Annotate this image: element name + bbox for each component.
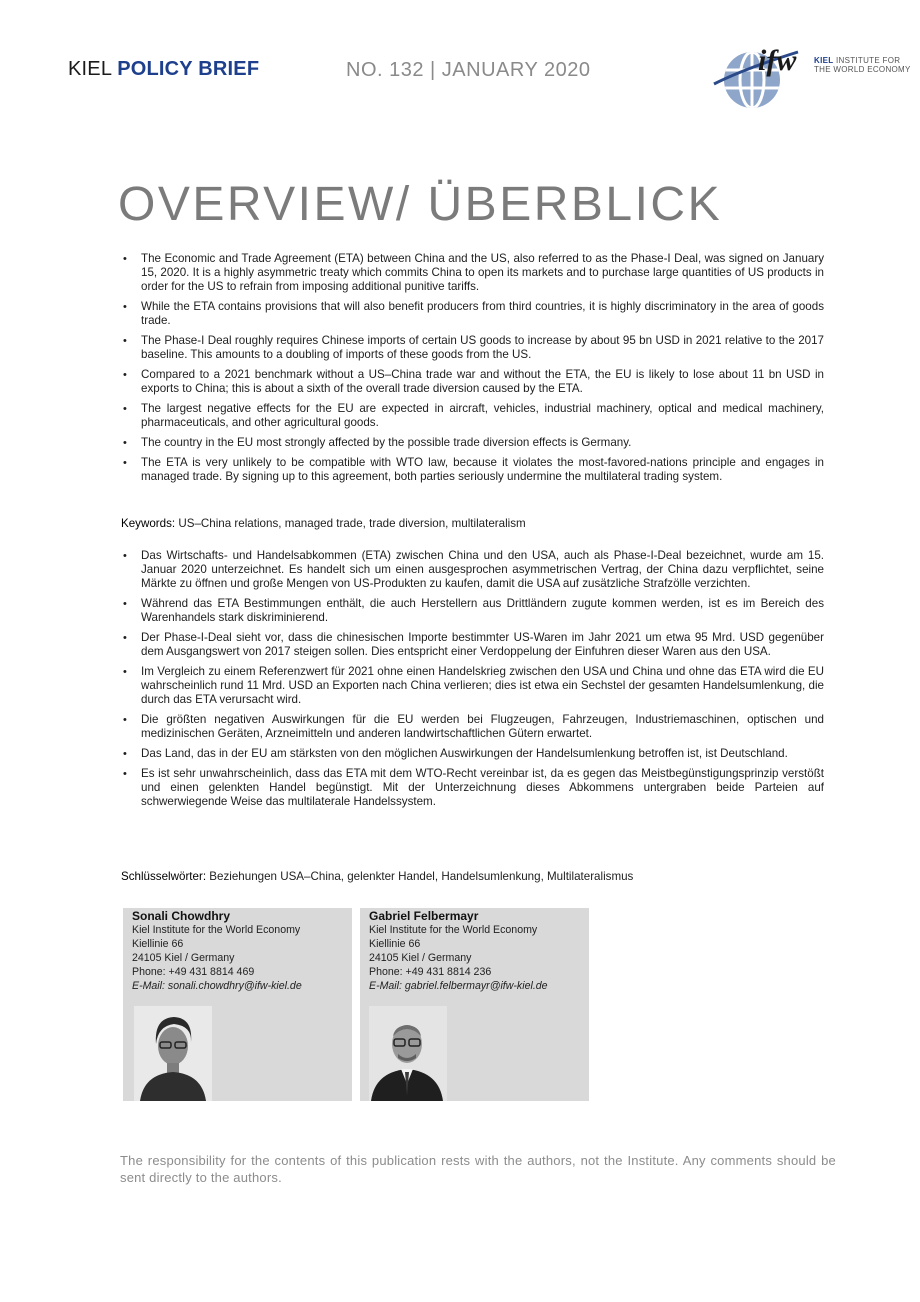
bullet-icon: • bbox=[123, 301, 127, 313]
author-name: Sonali Chowdhry bbox=[132, 909, 231, 923]
list-item bbox=[120, 549, 824, 591]
author-phone: Phone: +49 431 8814 469 bbox=[132, 966, 255, 978]
keywords-text: US–China relations, managed trade, trade diversion, multilateralism bbox=[178, 517, 526, 530]
bullet-text: Compared to a 2021 benchmark without a US–China trade war and without the ETA, the EU is likely to lose about 11 bn USD in exports to China; this is about a sixth of the overall trade diversion caused by the ETA. bbox=[141, 368, 824, 395]
bullet-text: The Economic and Trade Agreement (ETA) between China and the US, also referred to as the Phase-I Deal, was signed on January 15, 2020. It is a highly asymmetric treaty which commits China to open its markets and to purchase large quantities of US products in order for the US to refrain from imposing additional punitive tariffs. bbox=[141, 252, 824, 293]
author-street: Kiellinie 66 bbox=[132, 938, 184, 950]
bullet-icon: • bbox=[123, 457, 127, 469]
list-item bbox=[120, 747, 824, 761]
series-brand bbox=[68, 58, 259, 81]
list-item bbox=[120, 334, 824, 362]
bullet-icon: • bbox=[123, 437, 127, 449]
author-email[interactable]: E-Mail: gabriel.felbermayr@ifw-kiel.de bbox=[369, 980, 548, 992]
page-title: OVERVIEW/ ÜBERBLICK bbox=[118, 178, 723, 231]
issue-number: NO. 132 | JANUARY 2020 bbox=[346, 59, 591, 81]
keywords-label: Keywords: bbox=[121, 517, 176, 530]
bullet-icon: • bbox=[123, 253, 127, 265]
bullet-text: While the ETA contains provisions that will also benefit producers from third countries, it is highly discriminatory in the area of goods trade. bbox=[141, 300, 824, 327]
ifw-logo bbox=[706, 40, 911, 112]
list-item bbox=[120, 767, 824, 809]
bullet-icon: • bbox=[123, 369, 127, 381]
logo-mark: ifw bbox=[758, 44, 797, 77]
bullet-icon: • bbox=[123, 666, 127, 678]
bullet-icon: • bbox=[123, 598, 127, 610]
list-item bbox=[120, 402, 824, 430]
list-item bbox=[120, 631, 824, 659]
bullet-text: Der Phase-I-Deal sieht vor, dass die chinesischen Importe bestimmter US-Waren im Jahr 2021 um etwa 95 Mrd. USD gegenüber dem Ausgangswert von 2017 steigen sollen. Dies entspricht einer Verdoppelung der Einfuhren dieser Waren aus den USA. bbox=[141, 631, 824, 658]
list-item bbox=[120, 597, 824, 625]
brand-prefix: KIEL bbox=[68, 58, 112, 80]
author-name: Gabriel Felbermayr bbox=[369, 909, 479, 923]
list-item bbox=[120, 252, 824, 294]
bullet-text: Es ist sehr unwahrscheinlich, dass das ETA mit dem WTO-Recht vereinbar ist, da es gegen das Meistbegünstigungsprinzip verstößt und einen gelenkten Handel begünstigt. Mit der Unterzeichnung dieses Abkommens untergraben beide Parteien auf schwerwiegende Weise das multilaterale Handelssystem. bbox=[141, 767, 824, 808]
keywords-text: Beziehungen USA–China, gelenkter Handel, Handelsumlenkung, Multilateralismus bbox=[209, 870, 634, 883]
author-street: Kiellinie 66 bbox=[369, 938, 421, 950]
globe-icon bbox=[706, 40, 816, 112]
portrait-man-icon bbox=[369, 1006, 447, 1101]
author-phone: Phone: +49 431 8814 236 bbox=[369, 966, 492, 978]
bullet-icon: • bbox=[123, 768, 127, 780]
bullet-icon: • bbox=[123, 714, 127, 726]
logo-kiel: KIEL bbox=[814, 56, 834, 65]
responsibility-note: The responsibility for the contents of this publication rests with the authors, not the Institute. Any comments should be sent directly to the authors. bbox=[120, 1153, 836, 1185]
portrait-woman-icon bbox=[134, 1006, 212, 1101]
list-item bbox=[120, 436, 824, 450]
english-keywords bbox=[121, 517, 526, 530]
keywords-label: Schlüsselwörter: bbox=[121, 870, 207, 883]
bullet-icon: • bbox=[123, 748, 127, 760]
author-card bbox=[123, 908, 352, 1101]
bullet-text: Während das ETA Bestimmungen enthält, die auch Herstellern aus Drittländern zugute kommen werden, ist es im Bereich des Warenhandels stark diskriminierend. bbox=[141, 597, 824, 624]
german-keywords bbox=[121, 870, 633, 883]
list-item bbox=[120, 665, 824, 707]
bullet-icon: • bbox=[123, 632, 127, 644]
list-item bbox=[120, 300, 824, 328]
author-photo bbox=[369, 1006, 447, 1101]
logo-line1-rest: INSTITUTE FOR bbox=[835, 56, 901, 65]
author-photo bbox=[134, 1006, 212, 1101]
author-institute: Kiel Institute for the World Economy bbox=[369, 924, 538, 936]
bullet-text: Das Land, das in der EU am stärksten von den möglichen Auswirkungen der Handelsumlenkung betroffen ist, ist Deutschland. bbox=[141, 747, 788, 760]
bullet-text: The country in the EU most strongly affected by the possible trade diversion effects is Germany. bbox=[141, 436, 632, 449]
author-institute: Kiel Institute for the World Economy bbox=[132, 924, 301, 936]
bullet-icon: • bbox=[123, 403, 127, 415]
list-item bbox=[120, 368, 824, 396]
bullet-text: Im Vergleich zu einem Referenzwert für 2021 ohne einen Handelskrieg zwischen den USA und China und ohne das ETA wird die EU wahrscheinlich rund 11 Mrd. USD an Exporten nach China verlieren; dies ist etwa ein Sechstel der gesamten Handelsumlenkung, die durch das ETA verursacht wird. bbox=[141, 665, 824, 706]
author-email[interactable]: E-Mail: sonali.chowdhry@ifw-kiel.de bbox=[132, 980, 302, 992]
bullet-text: Das Wirtschafts- und Handelsabkommen (ETA) zwischen China und den USA, auch als Phase-I-Deal bezeichnet, wurde am 15. Januar 2020 unterzeichnet. Es handelt sich um einen ausgesprochen asymmetrischen Vertrag, der China dazu verpflichtet, seine Märkte zu öffnen und große Mengen von US-Produkten zu kaufen, damit die USA auf zusätzliche Strafzölle verzichten. bbox=[141, 549, 824, 590]
bullet-text: The largest negative effects for the EU are expected in aircraft, vehicles, industrial machinery, optical and medical machinery, pharmaceuticals, and other agricultural goods. bbox=[141, 402, 824, 429]
author-city: 24105 Kiel / Germany bbox=[132, 952, 235, 964]
brand-bold: POLICY BRIEF bbox=[117, 58, 260, 80]
bullet-icon: • bbox=[123, 550, 127, 562]
english-summary-list bbox=[120, 252, 824, 490]
bullet-text: The Phase-I Deal roughly requires Chinese imports of certain US goods to increase by about 95 bn USD in 2021 relative to the 2017 baseline. This amounts to a doubling of imports of these goods from the US. bbox=[141, 334, 824, 361]
author-city: 24105 Kiel / Germany bbox=[369, 952, 472, 964]
bullet-text: Die größten negativen Auswirkungen für die EU werden bei Flugzeugen, Fahrzeugen, Industriemaschinen, optischen und medizinischen Geräten, Arzneimitteln und anderen landwirtschaftlichen Gütern erwartet. bbox=[141, 713, 824, 740]
bullet-icon: • bbox=[123, 335, 127, 347]
bullet-text: The ETA is very unlikely to be compatible with WTO law, because it violates the most-favored-nations principle and engages in managed trade. By signing up to this agreement, both parties seriously undermine the multilateral trading system. bbox=[141, 456, 824, 483]
german-summary-list bbox=[120, 549, 824, 815]
logo-line2: THE WORLD ECONOMY bbox=[814, 65, 911, 74]
list-item bbox=[120, 456, 824, 484]
logo-text bbox=[814, 56, 911, 74]
author-card bbox=[360, 908, 589, 1101]
list-item bbox=[120, 713, 824, 741]
